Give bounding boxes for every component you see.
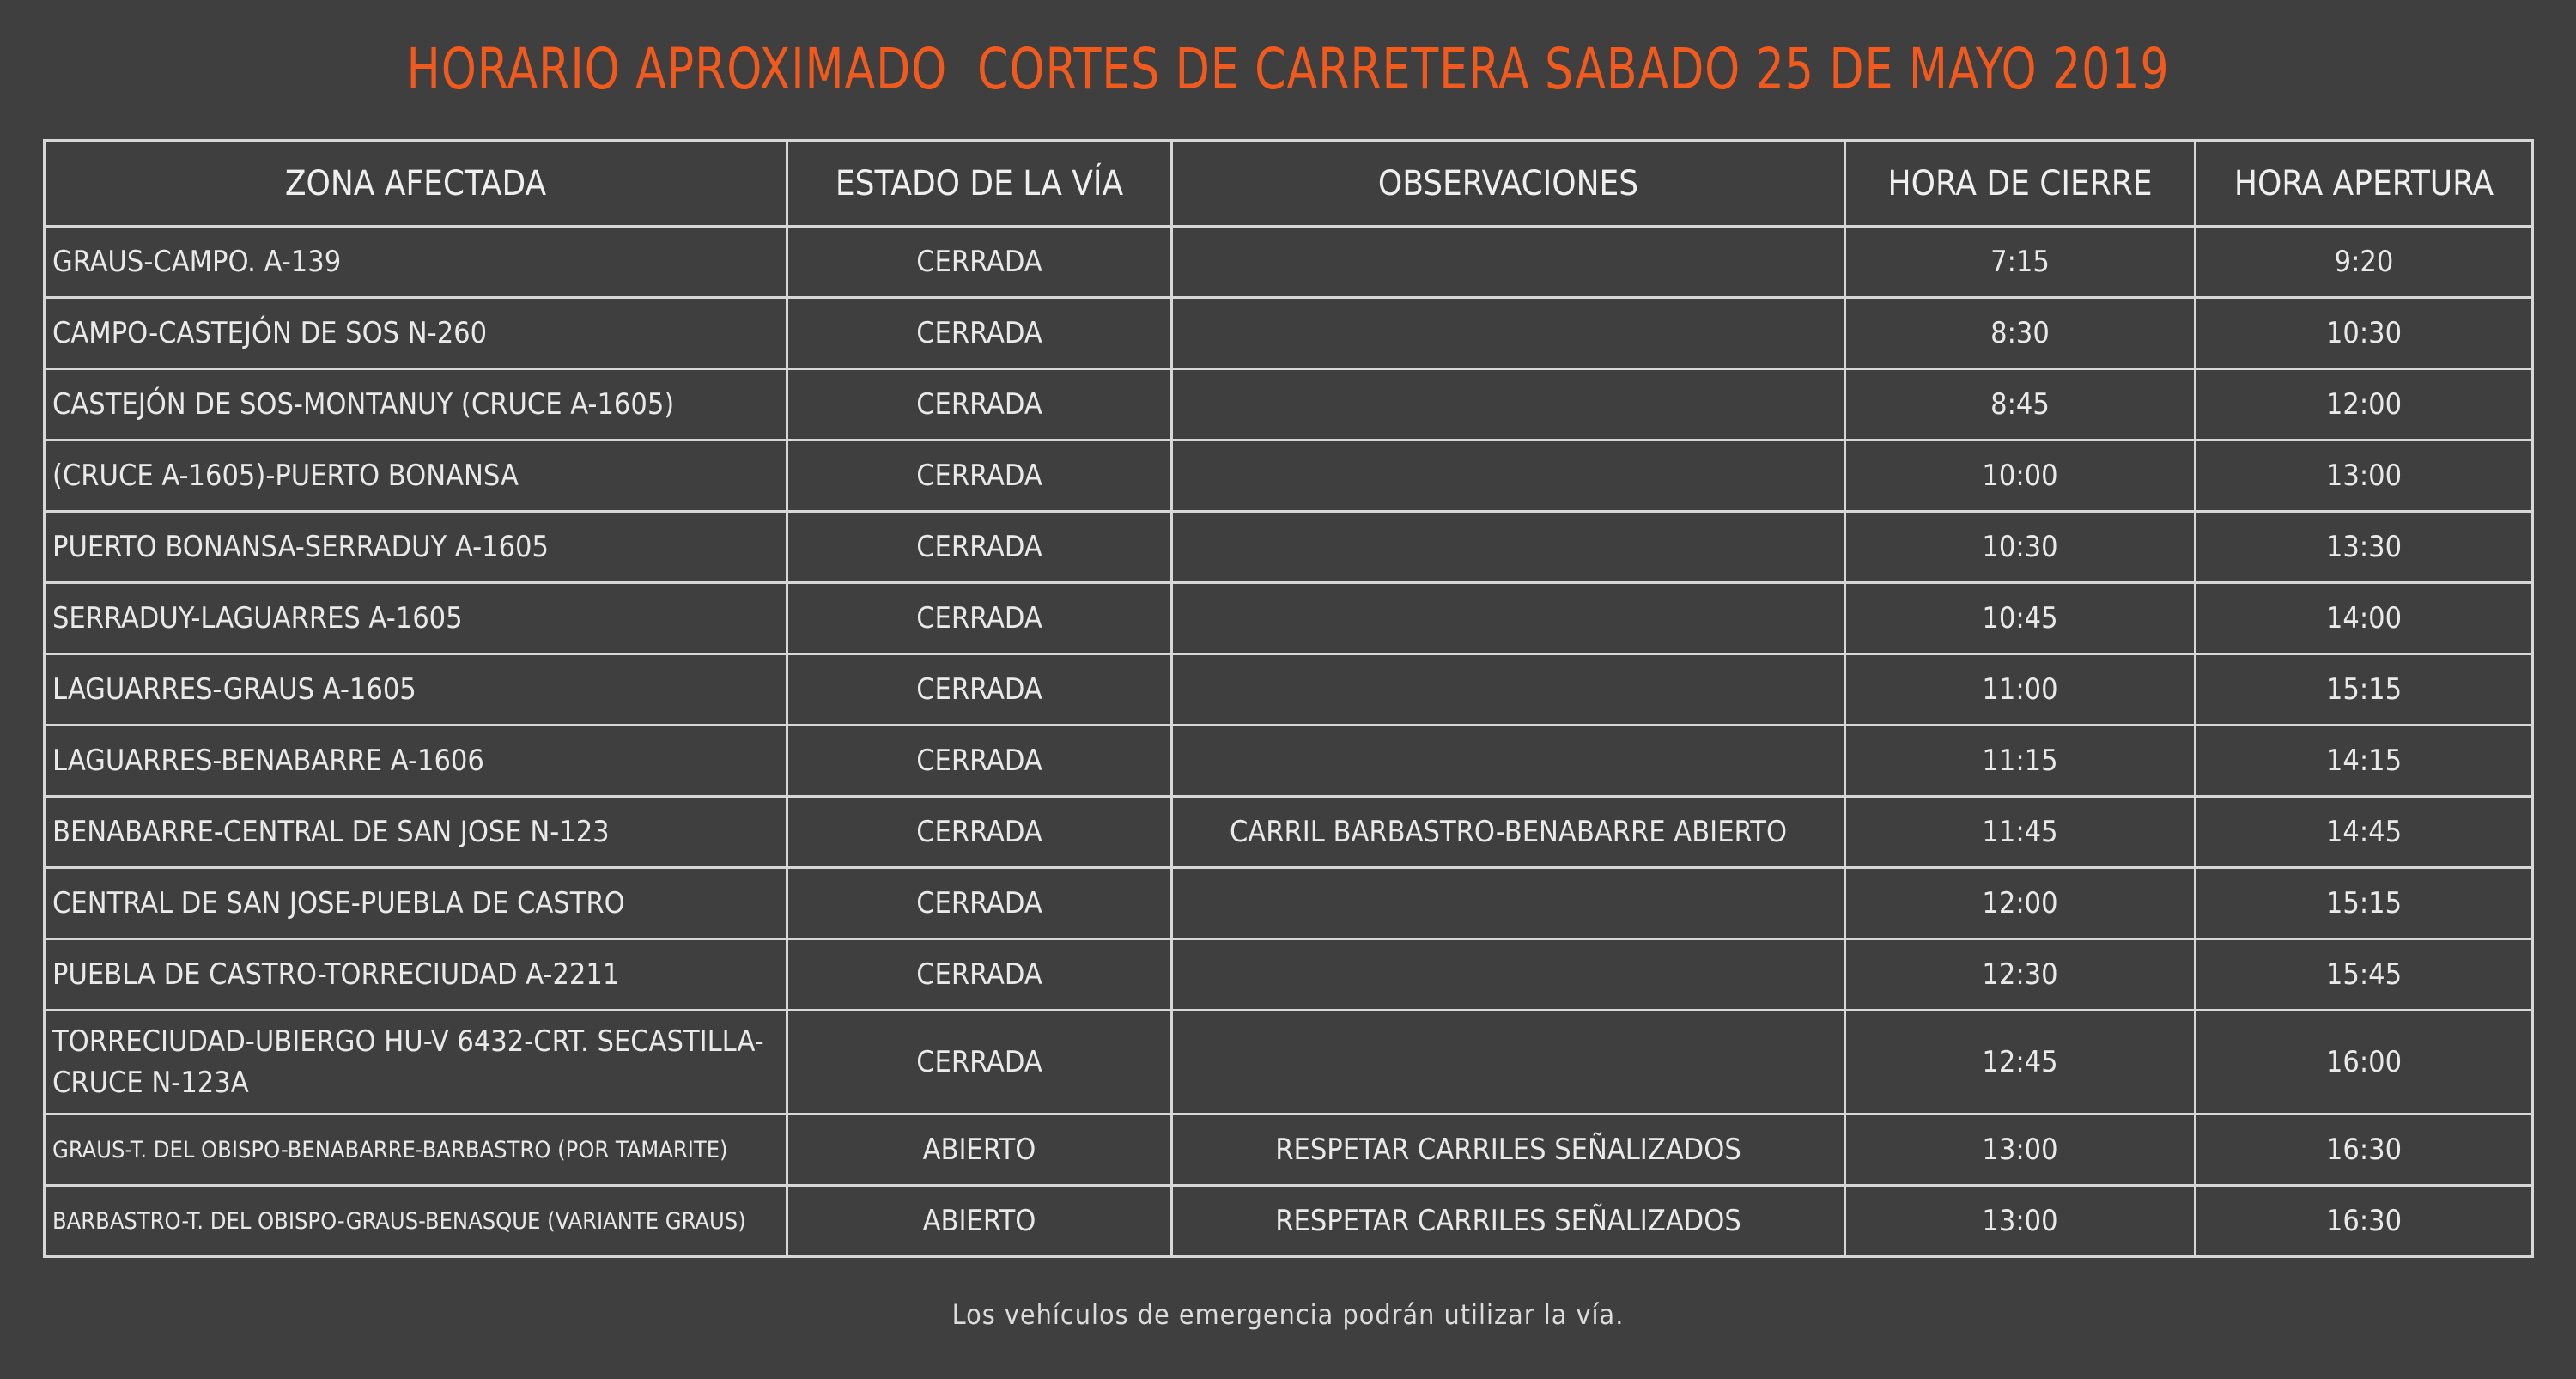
cell-hora-cierre: 13:00 bbox=[1845, 1115, 2196, 1186]
cell-hora-cierre: 8:45 bbox=[1845, 369, 2196, 440]
cell-hora-apertura: 15:15 bbox=[2196, 868, 2533, 939]
cell-zona: GRAUS-T. DEL OBISPO-BENABARRE-BARBASTRO (POR TAMARITE) bbox=[45, 1115, 787, 1186]
table-row bbox=[45, 726, 2533, 797]
cell-hora-apertura: 10:30 bbox=[2196, 298, 2533, 369]
cell-hora-cierre: 12:45 bbox=[1845, 1011, 2196, 1115]
cell-observaciones: RESPETAR CARRILES SEÑALIZADOS bbox=[1172, 1186, 1845, 1257]
table-row bbox=[45, 369, 2533, 440]
cell-zona: BARBASTRO-T. DEL OBISPO-GRAUS-BENASQUE (VARIANTE GRAUS) bbox=[45, 1186, 787, 1257]
cell-estado: CERRADA bbox=[787, 440, 1172, 512]
table-row bbox=[45, 1186, 2533, 1257]
cell-zona: BENABARRE-CENTRAL DE SAN JOSE N-123 bbox=[45, 797, 787, 868]
cell-hora-apertura: 16:00 bbox=[2196, 1011, 2533, 1115]
cell-estado: ABIERTO bbox=[787, 1115, 1172, 1186]
cell-zona: SERRADUY-LAGUARRES A-1605 bbox=[45, 583, 787, 654]
cell-hora-apertura: 13:30 bbox=[2196, 512, 2533, 583]
cell-zona: TORRECIUDAD-UBIERGO HU-V 6432-CRT. SECASTILLA-CRUCE N-123A bbox=[45, 1011, 787, 1115]
cell-hora-cierre: 13:00 bbox=[1845, 1186, 2196, 1257]
cell-estado: CERRADA bbox=[787, 227, 1172, 298]
page-title: HORARIO APROXIMADO CORTES DE CARRETERA SABADO 25 DE MAYO 2019 bbox=[406, 36, 2170, 102]
table-row bbox=[45, 939, 2533, 1011]
cell-zona: CENTRAL DE SAN JOSE-PUEBLA DE CASTRO bbox=[45, 868, 787, 939]
cell-observaciones: RESPETAR CARRILES SEÑALIZADOS bbox=[1172, 1115, 1845, 1186]
cell-hora-apertura: 16:30 bbox=[2196, 1186, 2533, 1257]
table-row bbox=[45, 583, 2533, 654]
cell-observaciones bbox=[1172, 654, 1845, 726]
cell-zona: GRAUS-CAMPO. A-139 bbox=[45, 227, 787, 298]
table-header-row bbox=[45, 141, 2533, 227]
cell-hora-apertura: 14:00 bbox=[2196, 583, 2533, 654]
cell-observaciones bbox=[1172, 298, 1845, 369]
cell-estado: CERRADA bbox=[787, 868, 1172, 939]
table-row bbox=[45, 227, 2533, 298]
cell-observaciones bbox=[1172, 583, 1845, 654]
cell-hora-cierre: 10:00 bbox=[1845, 440, 2196, 512]
table-row bbox=[45, 797, 2533, 868]
cell-observaciones bbox=[1172, 939, 1845, 1011]
cell-estado: CERRADA bbox=[787, 583, 1172, 654]
table-row bbox=[45, 440, 2533, 512]
cell-hora-cierre: 10:30 bbox=[1845, 512, 2196, 583]
footer-note: Los vehículos de emergencia podrán utilizar la vía. bbox=[951, 1298, 1625, 1331]
cell-estado: CERRADA bbox=[787, 654, 1172, 726]
cell-hora-cierre: 12:00 bbox=[1845, 868, 2196, 939]
cell-hora-apertura: 14:15 bbox=[2196, 726, 2533, 797]
cell-observaciones bbox=[1172, 512, 1845, 583]
cell-zona: CAMPO-CASTEJÓN DE SOS N-260 bbox=[45, 298, 787, 369]
table-row bbox=[45, 512, 2533, 583]
column-header-observaciones: OBSERVACIONES bbox=[1172, 141, 1845, 227]
cell-zona: (CRUCE A-1605)-PUERTO BONANSA bbox=[45, 440, 787, 512]
cell-estado: CERRADA bbox=[787, 369, 1172, 440]
table-row bbox=[45, 298, 2533, 369]
cell-hora-apertura: 16:30 bbox=[2196, 1115, 2533, 1186]
cell-estado: CERRADA bbox=[787, 726, 1172, 797]
cell-observaciones bbox=[1172, 440, 1845, 512]
cell-estado: CERRADA bbox=[787, 298, 1172, 369]
cell-hora-apertura: 13:00 bbox=[2196, 440, 2533, 512]
table-row bbox=[45, 868, 2533, 939]
column-header-zona: ZONA AFECTADA bbox=[45, 141, 787, 227]
cell-observaciones: CARRIL BARBASTRO-BENABARRE ABIERTO bbox=[1172, 797, 1845, 868]
table-row bbox=[45, 654, 2533, 726]
cell-observaciones bbox=[1172, 1011, 1845, 1115]
column-header-hora-cierre: HORA DE CIERRE bbox=[1845, 141, 2196, 227]
cell-hora-cierre: 11:45 bbox=[1845, 797, 2196, 868]
cell-estado: CERRADA bbox=[787, 797, 1172, 868]
cell-estado: CERRADA bbox=[787, 939, 1172, 1011]
cell-hora-cierre: 10:45 bbox=[1845, 583, 2196, 654]
column-header-estado: ESTADO DE LA VÍA bbox=[787, 141, 1172, 227]
cell-estado: CERRADA bbox=[787, 512, 1172, 583]
cell-hora-apertura: 14:45 bbox=[2196, 797, 2533, 868]
cell-hora-apertura: 9:20 bbox=[2196, 227, 2533, 298]
cell-hora-apertura: 15:15 bbox=[2196, 654, 2533, 726]
cell-hora-cierre: 8:30 bbox=[1845, 298, 2196, 369]
cell-zona: LAGUARRES-GRAUS A-1605 bbox=[45, 654, 787, 726]
cell-hora-cierre: 7:15 bbox=[1845, 227, 2196, 298]
table-row bbox=[45, 1011, 2533, 1115]
cell-observaciones bbox=[1172, 369, 1845, 440]
cell-hora-apertura: 12:00 bbox=[2196, 369, 2533, 440]
cell-hora-apertura: 15:45 bbox=[2196, 939, 2533, 1011]
table-row bbox=[45, 1115, 2533, 1186]
cell-zona: CASTEJÓN DE SOS-MONTANUY (CRUCE A-1605) bbox=[45, 369, 787, 440]
cell-zona: PUEBLA DE CASTRO-TORRECIUDAD A-2211 bbox=[45, 939, 787, 1011]
column-header-hora-apertura: HORA APERTURA bbox=[2196, 141, 2533, 227]
cell-observaciones bbox=[1172, 726, 1845, 797]
cell-zona: PUERTO BONANSA-SERRADUY A-1605 bbox=[45, 512, 787, 583]
cell-estado: ABIERTO bbox=[787, 1186, 1172, 1257]
cell-observaciones bbox=[1172, 227, 1845, 298]
cell-hora-cierre: 11:00 bbox=[1845, 654, 2196, 726]
cell-estado: CERRADA bbox=[787, 1011, 1172, 1115]
cell-hora-cierre: 11:15 bbox=[1845, 726, 2196, 797]
cell-zona: LAGUARRES-BENABARRE A-1606 bbox=[45, 726, 787, 797]
cell-hora-cierre: 12:30 bbox=[1845, 939, 2196, 1011]
cell-observaciones bbox=[1172, 868, 1845, 939]
road-closures-table bbox=[43, 139, 2534, 1258]
